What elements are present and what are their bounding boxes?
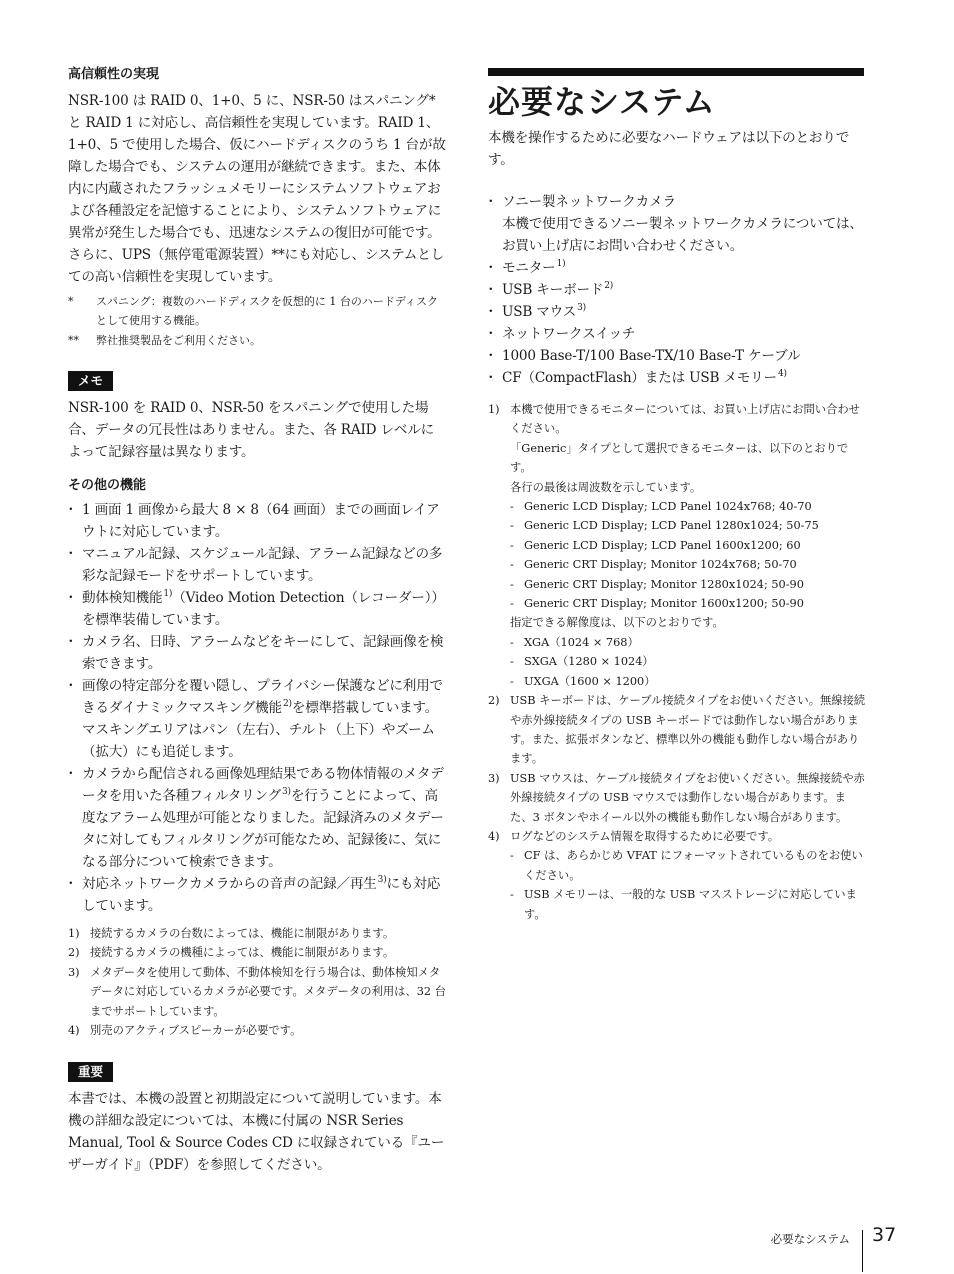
list-item: ・ 動体検知機能$^{1)}$（Video Motion Detection（レコーダー））を標準装備しています。 (68, 587, 446, 631)
footnote-mouse: 3) USB マウスは、ケーブル接続タイプをお使いください。無線接続や赤外線接続タイプの USB マウスでは動作しない場合があります。また、3 ボタンやホイール以外の機能も動作しない場合があります。 (488, 771, 865, 824)
monitor-item: - Generic CRT Display; Monitor 1024x768; 50-70 (510, 558, 797, 572)
list-item: ・ CF（CompactFlash）または USB メモリー$^{4)}$ (488, 367, 866, 389)
list-item: ・ 1000 Base-T/100 Base-TX/10 Base-T ケーブル (488, 345, 866, 367)
note-spanning (68, 292, 446, 331)
list-item: ・ 対応ネットワークカメラからの音声の記録／再生$^{3)}$にも対応しています。 (68, 873, 446, 917)
footnote: 4) 別売のアクティブスピーカーが必要です。 (68, 1024, 302, 1038)
footnote-storage: 4) ログなどのシステム情報を取得するために必要です。 - CF は、あらかじめ VFAT にフォーマットされているものをお使いください。 - USB メモリーは、一般的な USB マスストレージに対応しています。 (488, 827, 866, 924)
reliability-heading: 高信頼性の実現 (68, 67, 160, 82)
page-number: 37 (872, 1224, 897, 1246)
storage-item: - CF は、あらかじめ VFAT にフォーマットされているものをお使いください。 (510, 849, 863, 882)
reliability-paragraph: NSR-100 は RAID 0、1+0、5 に、NSR-50 はスパニング* と RAID 1 に対応し、高信頼性を実現しています。RAID 1、1+0、5 で使用した場合、仮にハードディスクのうち 1 台が故障した場合でも、システムの運用が継続できます。また、本体内に内蔵されたフラッシュメモリーにシステムソフトウェアおよび各種設定を記憶することにより、システムソフトウェアに異常が発生した場合でも、迅速なシステムの復旧が可能です。さらに、UPS（無停電電源装置）**にも対応し、システムとしての高い信頼性を実現しています。 (68, 93, 446, 285)
features-list (68, 499, 446, 917)
list-item: ・ モニター$^{1)}$ (488, 257, 866, 279)
list-item: ・ マニュアル記録、スケジュール記録、アラーム記録などの多彩な記録モードをサポートしています。 (68, 543, 446, 587)
resolution-item: - UXGA（1600 × 1200） (510, 674, 656, 688)
list-item: ・ ソニー製ネットワークカメラ 本機で使用できるソニー製ネットワークカメラについては、お買い上げ店にお問い合わせください。 (488, 191, 866, 257)
features-footnotes (68, 924, 446, 1040)
resolution-item: - SXGA（1280 × 1024） (510, 655, 654, 669)
requirements-list (488, 191, 866, 389)
note-mark: * (68, 295, 74, 308)
intro-paragraph: 本機を操作するために必要なハードウェアは以下のとおりです。 (488, 130, 850, 168)
resolution-item: - XGA（1024 × 768） (510, 635, 639, 649)
features-section (68, 477, 446, 917)
page-title: 必要なシステム (488, 83, 716, 121)
reliability-notes (68, 292, 446, 350)
memo-section (68, 370, 446, 463)
note-recommended (68, 331, 446, 350)
note-text: スパニング：複数のハードディスクを仮想的に 1 台のハードディスクとして使用する機能。 (96, 295, 439, 328)
footer-section-label: 必要なシステム (770, 1232, 850, 1246)
footnote-monitor: 1) 本機で使用できるモニターについては、お買い上げ店にお問い合わせください。 「Generic」タイプとして選択できるモニターは、以下のとおりです。 各行の最後は周波数を示しています。 - Generic LCD Display; LCD Panel 1024x768; 40-70 - Generic LCD Display; LCD Panel 1280x1024; 50-75 - Generic LCD Display; LCD Panel 1600x1200; 60 - Generic CRT Display; Monitor 1024x768; 50-70 - Generic CRT Display; Monitor 1280x1024; 50-90 - Generic CRT Display; Monitor 1600x1200; 50-90 指定できる解像度は、以下のとおりです。 - XGA（1024 × 768） - SXGA（1280 × 1024） - UXGA（1600 × 1200） (488, 400, 866, 691)
memo-tag: メモ (68, 371, 113, 391)
list-item: ・ USB マウス$^{3)}$ (488, 301, 866, 323)
storage-item: - USB メモリーは、一般的な USB マスストレージに対応しています。 (510, 888, 857, 921)
footnote: 1) 接続するカメラの台数によっては、機能に制限があります。 (68, 927, 395, 940)
important-section (68, 1061, 446, 1176)
footnote-keyboard: 2) USB キーボードは、ケーブル接続タイプをお使いください。無線接続や赤外線接続タイプの USB キーボードでは動作しない場合があります。また、拡張ボタンなど、標準以外の機能も動作しない場合があります。 (488, 694, 866, 766)
list-item: ・ 1 画面 1 画像から最大 8 × 8（64 画面）までの画面レイアウトに対応しています。 (68, 499, 446, 543)
memo-paragraph: NSR-100 を RAID 0、NSR-50 をスパニングで使用した場合、データの冗長性はありません。また、各 RAID レベルによって記録容量は異なります。 (68, 400, 435, 460)
features-heading: その他の機能 (68, 478, 147, 493)
requirements-footnotes (488, 400, 866, 924)
monitor-item: - Generic LCD Display; LCD Panel 1024x768; 40-70 (510, 500, 812, 514)
list-item: ・ ネットワークスイッチ (488, 323, 866, 345)
important-tag: 重要 (68, 1062, 113, 1082)
list-item: ・ カメラ名、日時、アラームなどをキーにして、記録画像を検索できます。 (68, 631, 446, 675)
list-item: ・ USB キーボード$^{2)}$ (488, 279, 866, 301)
list-item: ・ カメラから配信される画像処理結果である物体情報のメタデータを用いた各種フィルタリング$^{3)}$を行うことによって、高度なアラーム処理が可能となりました。記録済みのメタデータに対してもフィルタリングが可能なため、記録後に、気になる部分について検索できます。 (68, 763, 446, 873)
footnote: 3) メタデータを使用して動体、不動体検知を行う場合は、動体検知メタデータに対応しているカメラが必要です。メタデータの利用は、32 台までサポートしています。 (68, 965, 446, 1018)
reliability-section (68, 66, 446, 288)
note-mark: ** (68, 333, 79, 347)
list-item: ・ 画像の特定部分を覆い隠し、プライバシー保護などに利用できるダイナミックマスキング機能$^{2)}$を標準搭載しています。マスキングエリアはパン（左右）、チルト（上下）やズーム（拡大）にも追従します。 (68, 675, 446, 763)
monitor-item: - Generic LCD Display; LCD Panel 1280x1024; 50-75 (510, 519, 819, 533)
important-paragraph: 本書では、本機の設置と初期設定について説明しています。本機の詳細な設定については、本機に付属の NSR Series Manual, Tool & Source Codes CD に収録されている『ユーザーガイド』（PDF）を参照してください。 (68, 1091, 445, 1173)
section-top-bar (488, 68, 864, 76)
monitor-item: - Generic CRT Display; Monitor 1600x1200; 50-90 (510, 597, 804, 611)
note-text: 弊社推奨製品をご利用ください。 (96, 333, 261, 347)
footer-divider (862, 1230, 863, 1272)
footnote: 2) 接続するカメラの機種によっては、機能に制限があります。 (68, 946, 395, 960)
monitor-item: - Generic CRT Display; Monitor 1280x1024; 50-90 (510, 577, 804, 591)
monitor-item: - Generic LCD Display; LCD Panel 1600x1200; 60 (510, 538, 801, 552)
